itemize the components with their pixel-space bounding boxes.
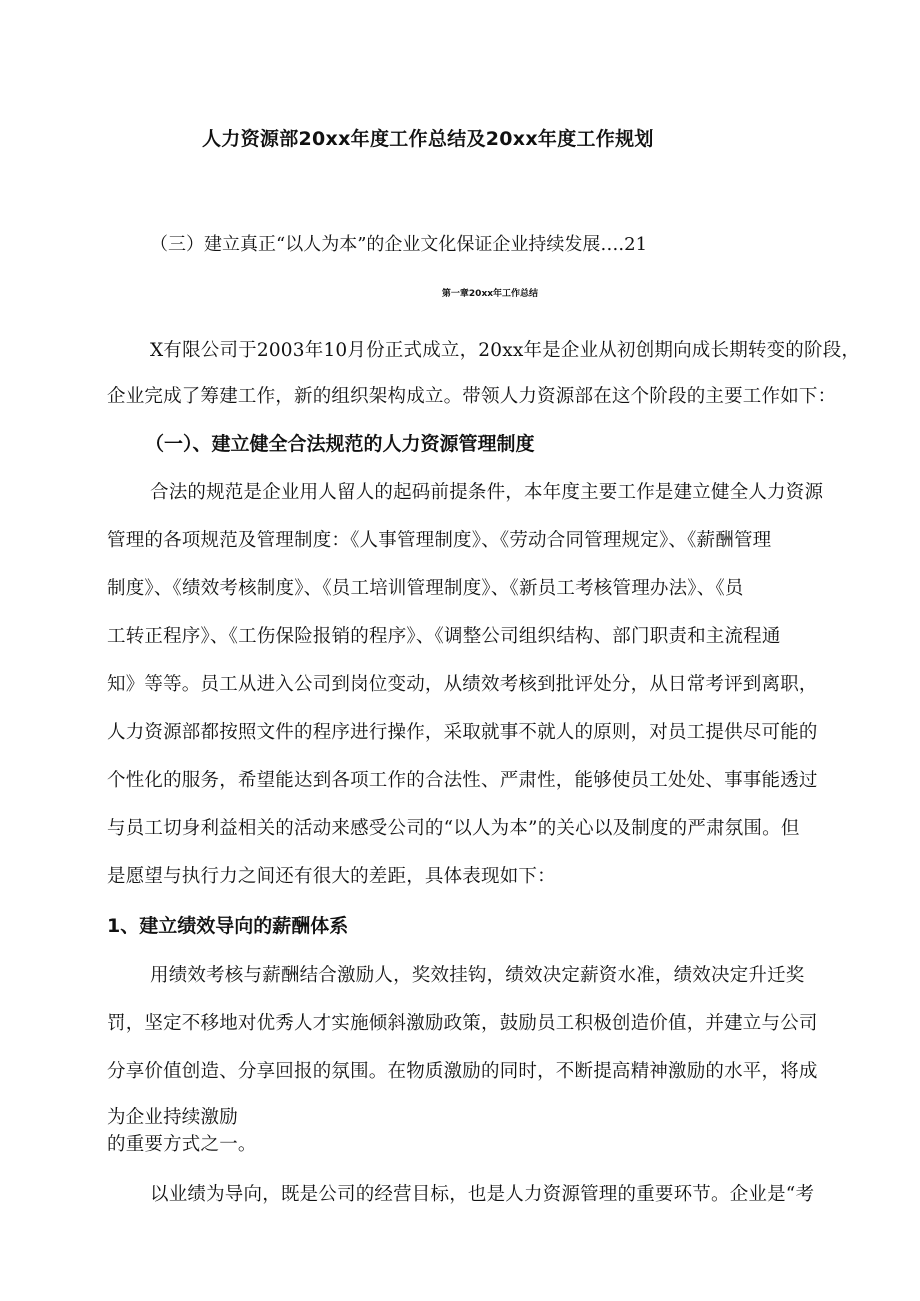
paragraph-line: 制度》、《绩效考核制度》、《员工培训管理制度》、《新员工考核管理办法》、《员	[107, 578, 744, 599]
chapter-title: 第一章20xx年工作总结	[441, 289, 539, 299]
paragraph-line: 管理的各项规范及管理制度：《人事管理制度》、《劳动合同管理规定》、《薪酬管理	[107, 530, 772, 551]
paragraph-line: 是愿望与执行力之间还有很大的差距，具体表现如下：	[107, 866, 556, 887]
paragraph-line: 个性化的服务，希望能达到各项工作的合法性、严肃性，能够使员工处处、事事能透过	[107, 770, 818, 791]
paragraph-line: 知》等等。员工从进入公司到岗位变动，从绩效考核到批评处分，从日常考评到离职，	[107, 674, 818, 695]
paragraph-line: 以业绩为导向，既是公司的经营目标，也是人力资源管理的重要环节。企业是“考	[150, 1184, 815, 1205]
paragraph-line: 罚，坚定不移地对优秀人才实施倾斜激励政策，鼓励员工积极创造价值，并建立与公司	[107, 1013, 818, 1034]
section-heading: （一）、建立健全合法规范的人力资源管理制度	[145, 433, 535, 455]
paragraph-line: 企业完成了筹建工作，新的组织架构成立。带领人力资源部在这个阶段的主要工作如下：	[107, 386, 837, 407]
paragraph-line: 工转正程序》、《工伤保险报销的程序》、《调整公司组织结构、部门职责和主流程通	[107, 626, 781, 647]
document-title: 人力资源部20xx年度工作总结及20xx年度工作规划	[202, 128, 654, 150]
toc-entry: （三）建立真正“以人为本”的企业文化保证企业持续发展….21	[150, 234, 648, 255]
paragraph-line: 分享价值创造、分享回报的氛围。在物质激励的同时，不断提高精神激励的水平，将成	[107, 1061, 818, 1082]
paragraph-line: 人力资源部都按照文件的程序进行操作，采取就事不就人的原则，对员工提供尽可能的	[107, 722, 818, 743]
subsection-heading: 1、建立绩效导向的薪酬体系	[107, 915, 349, 937]
paragraph-line: 的重要方式之一。	[107, 1134, 257, 1155]
paragraph-line: 为企业持续激励	[107, 1107, 238, 1128]
paragraph-line: 与员工切身利益相关的活动来感受公司的“以人为本”的关心以及制度的严肃氛围。但	[107, 818, 800, 839]
paragraph-line: X有限公司于2003年10月份正式成立，20xx年是企业从初创期向成长期转变的阶段，	[150, 340, 861, 361]
paragraph-line: 合法的规范是企业用人留人的起码前提条件，本年度主要工作是建立健全人力资源	[150, 482, 824, 503]
paragraph-line: 用绩效考核与薪酬结合激励人，奖效挂钩，绩效决定薪资水准，绩效决定升迁奖	[150, 965, 805, 986]
